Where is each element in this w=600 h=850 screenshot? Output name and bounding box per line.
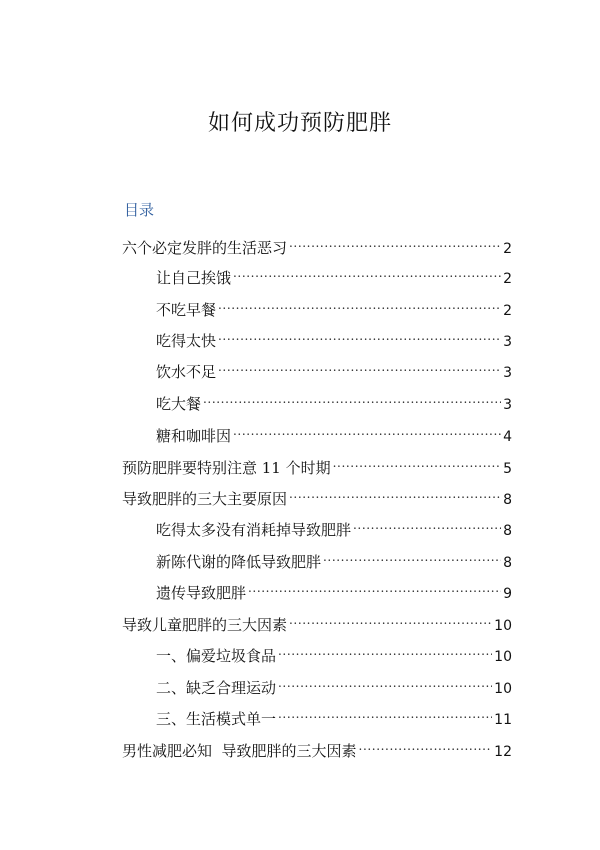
toc-entry[interactable] [156,671,512,697]
toc-entry[interactable] [156,545,512,571]
toc-entry-label: 吃得太快 [156,332,217,350]
toc-entry-label: 不吃早餐 [156,301,217,319]
toc-entry[interactable] [156,261,512,287]
toc-entry-label: 导致肥胖的三大主要原因 [122,490,288,508]
toc-entry-page-number: 8 [503,555,512,571]
toc-entry[interactable] [156,576,512,602]
toc-entry[interactable] [122,608,512,634]
dot-leader [278,639,492,661]
toc-entry-label: 预防肥胖要特别注意 11 个时期 [122,459,331,477]
dot-leader [218,324,501,346]
toc-entry-page-number: 2 [503,271,512,287]
toc-entry-label: 糖和咖啡因 [156,427,232,445]
toc-entry-label: 导致儿童肥胖的三大因素 [122,616,288,634]
toc-entry-page-number: 2 [503,303,512,319]
toc-entry-page-number: 3 [503,397,512,413]
toc-entry-page-number: 11 [494,712,512,728]
dot-leader [289,608,492,630]
toc-entry-label: 一、偏爱垃圾食品 [156,647,277,665]
toc-entry-page-number: 10 [494,681,512,697]
toc-entry-page-number: 9 [503,586,512,602]
toc-entry[interactable] [122,231,512,257]
dot-leader [218,355,501,377]
toc-entry[interactable] [122,451,512,477]
dot-leader [248,576,501,598]
toc-entry-page-number: 10 [494,649,512,665]
toc-entry-page-number: 8 [503,523,512,539]
dot-leader [289,482,501,504]
dot-leader [359,734,493,756]
toc-entry-label: 三、生活模式单一 [156,710,277,728]
toc-entry-page-number: 8 [503,492,512,508]
toc-entry-page-number: 4 [503,429,512,445]
toc-entry-page-number: 12 [494,744,512,760]
toc-entry-page-number: 3 [503,365,512,381]
toc-entry[interactable] [122,482,512,508]
toc-entry[interactable] [156,639,512,665]
toc-entry-label: 男性减肥必知 导致肥胖的三大因素 [122,742,357,760]
toc-entry-page-number: 3 [503,334,512,350]
toc-entry[interactable] [156,387,512,413]
toc-entry-label: 遗传导致肥胖 [156,584,247,602]
dot-leader [203,387,501,409]
dot-leader [278,702,492,724]
document-title: 如何成功预防肥胖 [207,111,392,136]
toc-entry[interactable] [122,734,512,760]
toc-entry-label: 饮水不足 [156,363,217,381]
toc-entry-label: 吃得太多没有消耗掉导致肥胖 [156,521,352,539]
toc-entry-label: 六个必定发胖的生活恶习 [122,239,288,257]
toc-entry[interactable] [156,513,512,539]
toc-entry-page-number: 2 [503,241,512,257]
dot-leader [233,261,501,283]
toc-heading: 目录 [124,201,155,219]
toc-entry[interactable] [156,702,512,728]
toc-entry[interactable] [156,324,512,350]
toc-entry-page-number: 5 [503,461,512,477]
dot-leader [233,419,501,441]
toc-entry-label: 新陈代谢的降低导致肥胖 [156,553,322,571]
dot-leader [323,545,501,567]
toc-entry-page-number: 10 [494,618,512,634]
toc-entry-label: 让自己挨饿 [156,269,232,287]
toc-entry[interactable] [156,293,512,319]
toc-entry[interactable] [156,419,512,445]
dot-leader [353,513,501,535]
dot-leader [333,451,501,473]
toc-entry-label: 二、缺乏合理运动 [156,679,277,697]
dot-leader [278,671,492,693]
toc-entry[interactable] [156,355,512,381]
dot-leader [289,231,501,253]
toc-entry-label: 吃大餐 [156,395,202,413]
dot-leader [218,293,501,315]
